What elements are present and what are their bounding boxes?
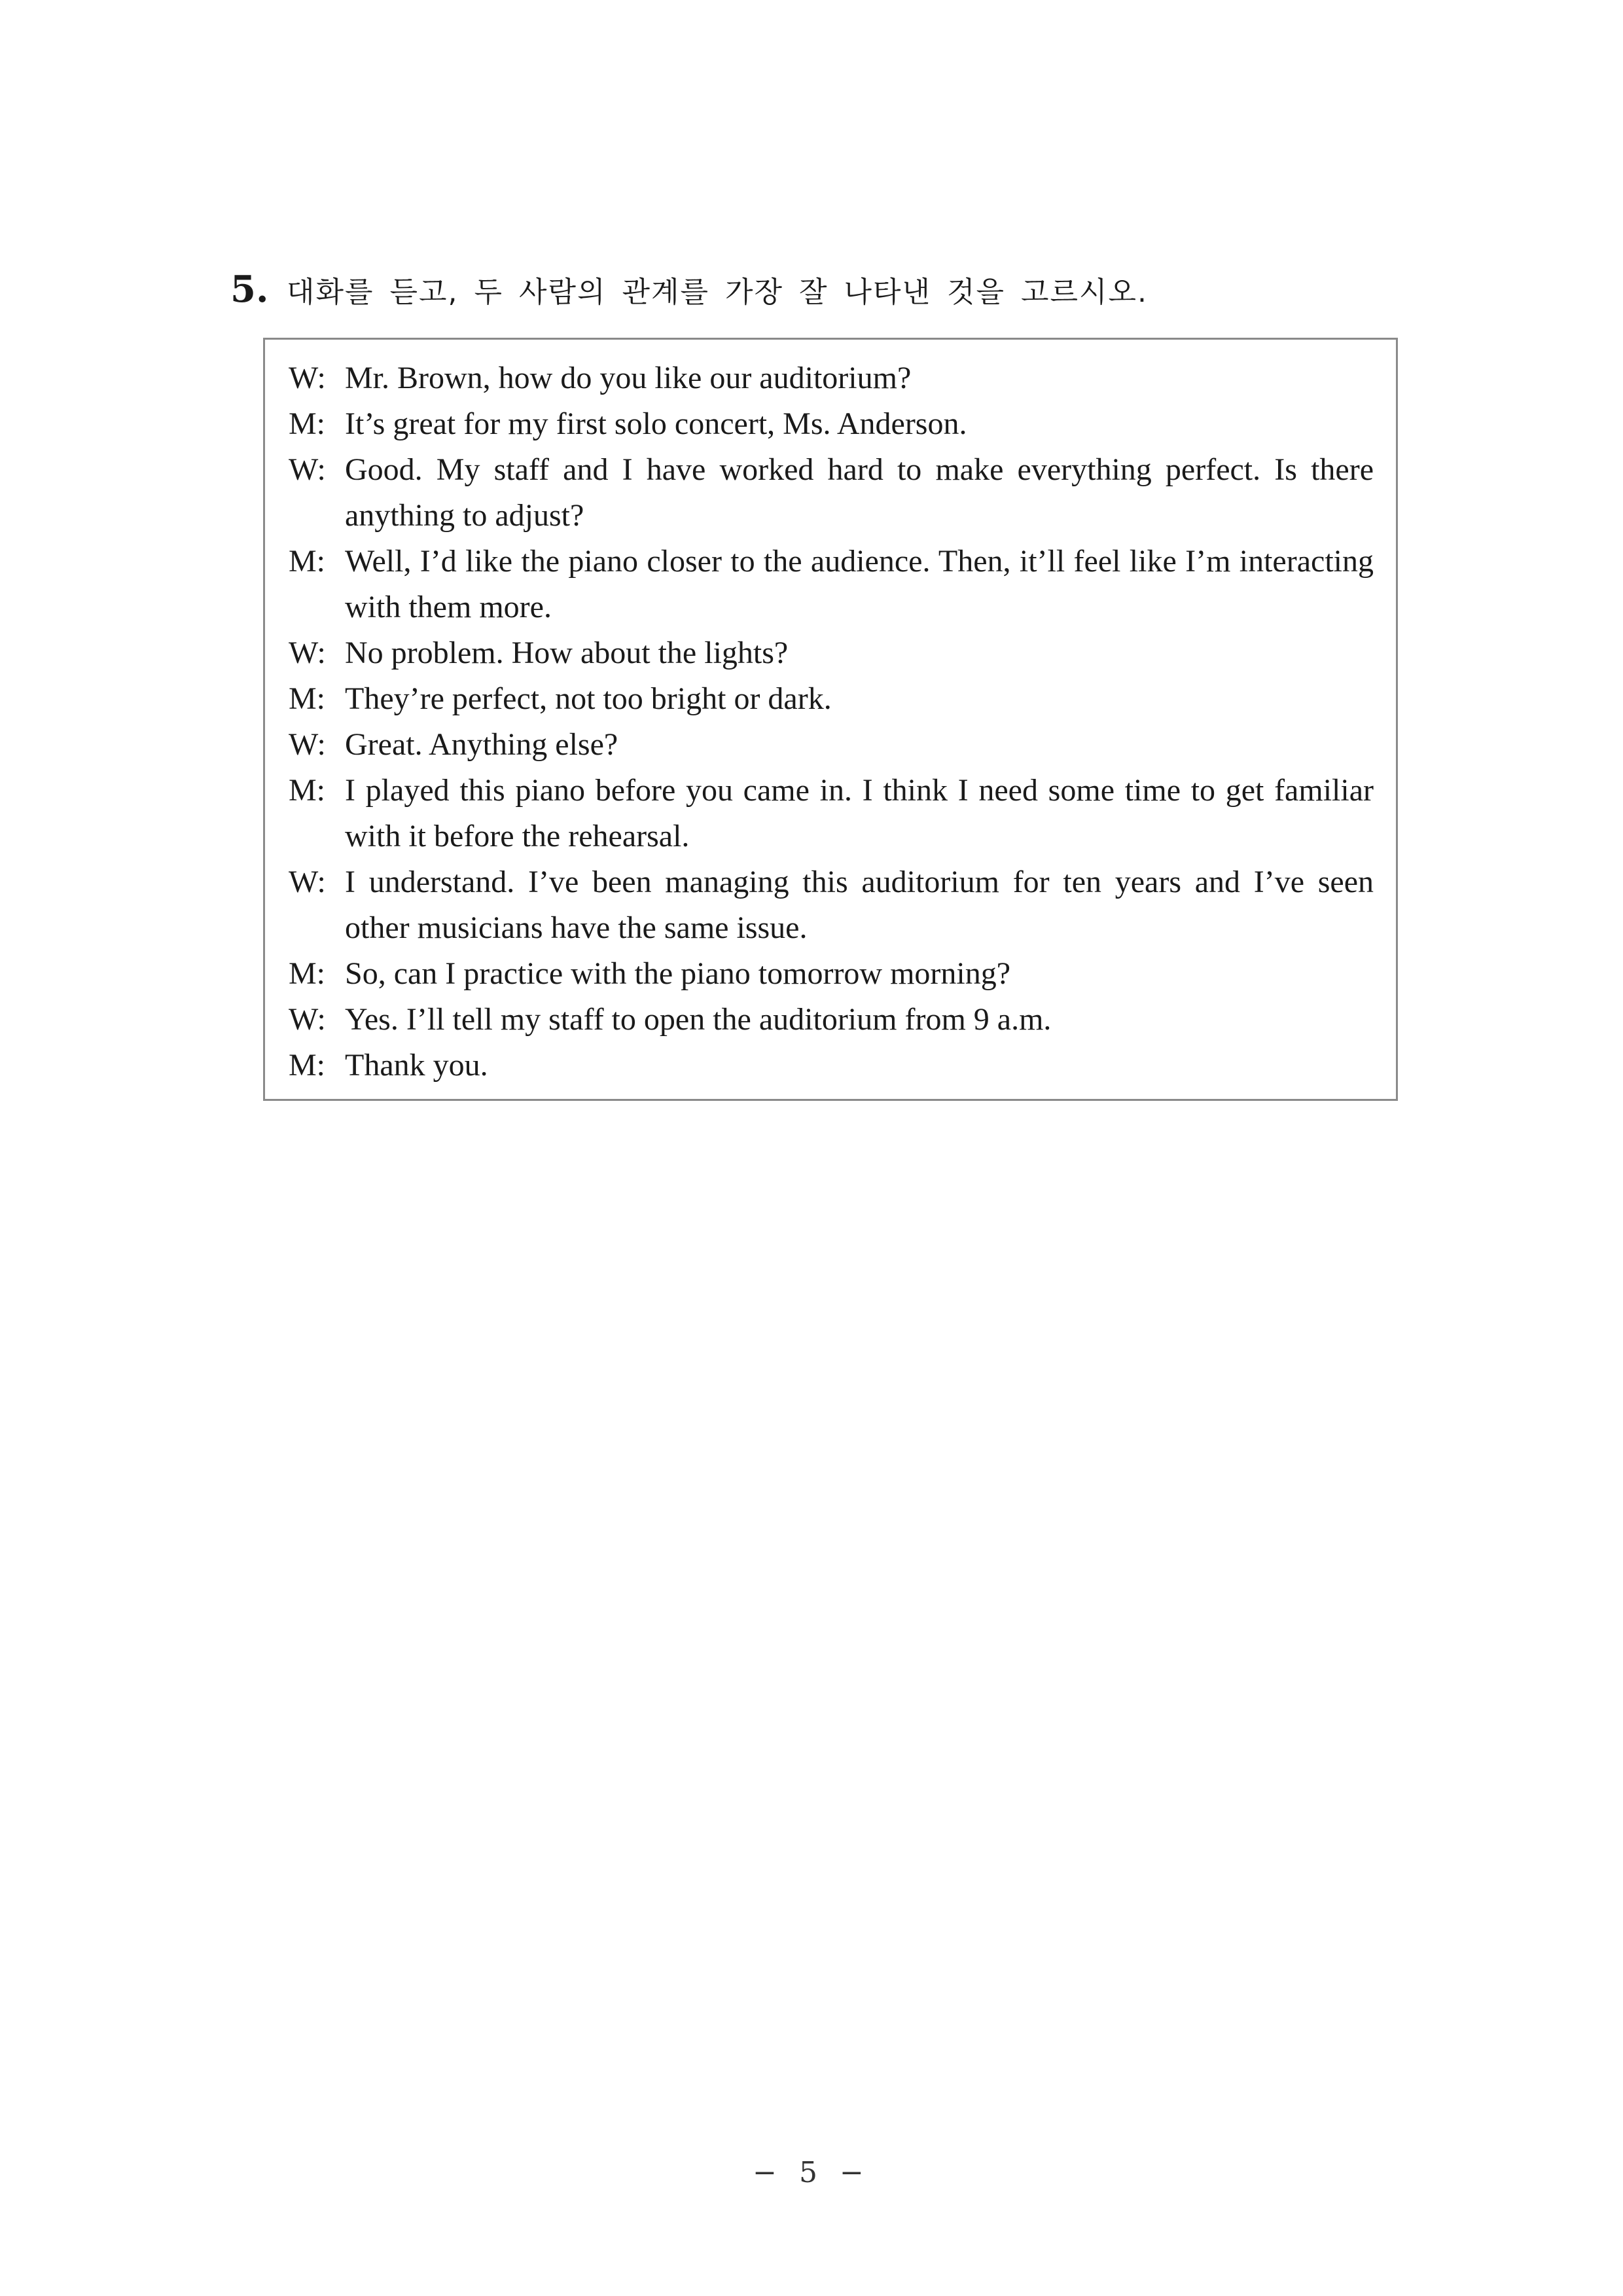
speaker-label: M: [289, 1048, 326, 1083]
question-prompt: 대화를 듣고, 두 사람의 관계를 가장 잘 나타낸 것을 고르시오. [287, 276, 1148, 309]
dialogue-line [289, 722, 1374, 768]
speaker-label: W: [289, 727, 326, 762]
speaker-label: W: [289, 452, 326, 487]
utterance-text: Mr. Brown, how do you like our auditorium? [345, 361, 912, 395]
dialogue-line [289, 859, 1374, 951]
speaker-label: W: [289, 636, 326, 670]
dialogue-line [289, 630, 1374, 676]
speaker-label: M: [289, 544, 326, 579]
dialogue-line [289, 997, 1374, 1043]
dialogue-line [289, 355, 1374, 401]
page-number: − 5 − [753, 2156, 870, 2189]
dialogue-line [289, 951, 1374, 997]
utterance-text: I understand. I’ve been managing this auditorium for ten years and I’ve seen other musicians have the same issue. [345, 865, 1374, 945]
dialogue-box [263, 338, 1398, 1101]
utterance-text: It’s great for my first solo concert, Ms. Anderson. [345, 406, 967, 441]
speaker-label: W: [289, 865, 326, 899]
utterance-text: They’re perfect, not too bright or dark. [345, 681, 832, 716]
speaker-label: M: [289, 956, 326, 991]
utterance-text: Great. Anything else? [345, 727, 618, 762]
dialogue-line [289, 401, 1374, 447]
speaker-label: M: [289, 773, 326, 808]
speaker-label: M: [289, 406, 326, 441]
utterance-text: So, can I practice with the piano tomorrow morning? [345, 956, 1011, 991]
utterance-text: Well, I’d like the piano closer to the audience. Then, it’ll feel like I’m interacting with them more. [345, 544, 1374, 624]
dialogue-line [289, 539, 1374, 630]
speaker-label: M: [289, 681, 326, 716]
question-number: 5. [230, 268, 269, 311]
utterance-text: I played this piano before you came in. I think I need some time to get familiar with it before the rehearsal. [345, 773, 1374, 853]
dialogue-line [289, 447, 1374, 539]
question-header [230, 262, 1408, 317]
speaker-label: W: [289, 1002, 326, 1037]
dialogue-line [289, 1043, 1374, 1088]
utterance-text: No problem. How about the lights? [345, 636, 789, 670]
speaker-label: W: [289, 361, 326, 395]
utterance-text: Yes. I’ll tell my staff to open the auditorium from 9 a.m. [345, 1002, 1052, 1037]
dialogue-line [289, 768, 1374, 859]
utterance-text: Thank you. [345, 1048, 488, 1083]
utterance-text: Good. My staff and I have worked hard to make everything perfect. Is there anything to adjust? [345, 452, 1374, 533]
dialogue-line [289, 676, 1374, 722]
